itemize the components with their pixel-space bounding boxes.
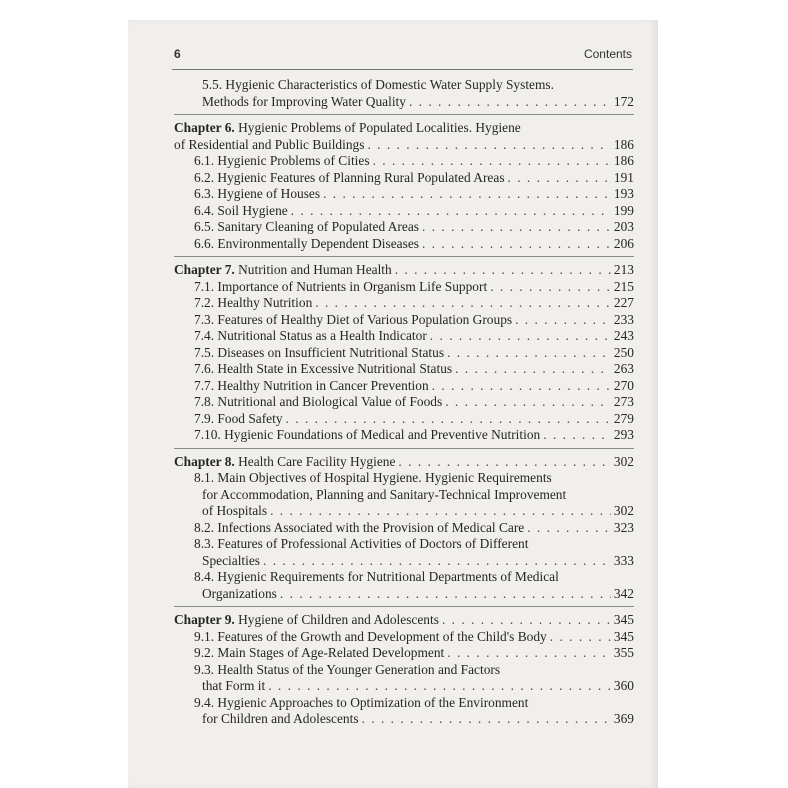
entry-text: 7.9. Food Safety	[194, 410, 283, 426]
entry-text: for Children and Adolescents	[202, 711, 359, 726]
toc-chapter-entry[interactable]	[174, 262, 634, 279]
toc-chapter-entry[interactable]	[174, 612, 634, 629]
toc-entry-title	[174, 137, 364, 154]
toc-entry-title	[202, 487, 566, 502]
toc-page-number: 263	[613, 361, 634, 376]
toc-page-number: 302	[613, 503, 634, 518]
toc-entry-title	[194, 279, 487, 296]
toc-page-number: 186	[613, 136, 634, 152]
entry-text: 7.7. Healthy Nutrition in Cancer Prevention	[194, 377, 429, 393]
toc-page-number: 193	[613, 186, 634, 201]
toc-chapter-entry[interactable]	[174, 454, 634, 471]
toc-entry-title	[194, 645, 444, 662]
entry-text: 9.3. Health Status of the Younger Generation and Factors	[194, 661, 501, 677]
toc-entry-title	[194, 470, 552, 485]
toc-entry-title	[202, 94, 406, 111]
dot-leader	[447, 345, 611, 362]
dot-leader	[422, 236, 611, 253]
toc-entry[interactable]	[174, 279, 634, 296]
toc-entry-title	[202, 586, 277, 603]
toc-page-number: 355	[613, 645, 634, 660]
dot-leader	[268, 678, 611, 695]
dot-leader	[447, 645, 611, 662]
dot-leader	[270, 503, 611, 520]
toc-page-number: 302	[613, 453, 634, 469]
toc-entry[interactable]	[174, 586, 634, 603]
entry-text: of Hospitals	[202, 503, 268, 518]
entry-text: 6.6. Environmentally Dependent Diseases	[194, 235, 419, 251]
running-title: Contents	[583, 47, 632, 61]
toc-entry[interactable]	[174, 520, 634, 537]
toc-page-number: 333	[613, 552, 634, 568]
dot-leader	[367, 137, 610, 154]
toc-entry-title	[194, 219, 419, 236]
toc-entry[interactable]	[174, 411, 634, 428]
toc-entry-title	[174, 262, 392, 279]
toc-page-number: 360	[613, 678, 634, 693]
dot-leader	[362, 711, 611, 728]
dot-leader	[286, 411, 611, 428]
dot-leader	[280, 586, 611, 603]
page-number: 6	[174, 47, 181, 61]
toc-entry[interactable]	[174, 662, 634, 679]
entry-text: 7.6. Health State in Excessive Nutritional Status	[194, 361, 453, 376]
entry-text: 7.4. Nutritional Status as a Health Indicator	[194, 328, 427, 343]
entry-text: 8.3. Features of Professional Activities of Doctors of Different	[194, 536, 529, 551]
toc-entry[interactable]	[174, 470, 634, 487]
toc-entry[interactable]	[174, 378, 634, 395]
toc-entry[interactable]	[174, 295, 634, 312]
dot-leader	[515, 312, 611, 329]
dot-leader	[409, 94, 611, 111]
entry-text: 6.3. Hygiene of Houses	[194, 186, 321, 201]
entry-text: Specialties	[202, 552, 261, 568]
toc-page-number: 279	[613, 410, 634, 426]
toc-entry-title	[202, 77, 554, 92]
toc-page-number: 243	[613, 328, 634, 343]
toc-block	[174, 454, 634, 603]
entry-text: 7.5. Diseases on Insufficient Nutritional Status	[194, 344, 445, 360]
toc-entry-title	[194, 312, 512, 329]
toc-page-number: 345	[613, 612, 634, 627]
toc-page-number: 199	[613, 202, 634, 218]
toc-entry[interactable]	[174, 427, 634, 444]
toc-page-number: 227	[613, 295, 634, 310]
toc-entry-title	[194, 328, 427, 345]
toc-page-number: 345	[613, 628, 634, 644]
toc-entry[interactable]	[174, 695, 634, 712]
entry-text: 9.1. Features of the Growth and Development of the Child's Body	[194, 628, 547, 644]
toc-entry-title	[202, 503, 267, 520]
toc-page-number: 203	[613, 219, 634, 234]
toc-page-number: 206	[613, 235, 634, 251]
toc-entry-title	[174, 120, 521, 135]
chapter-divider	[174, 114, 634, 115]
toc-entry[interactable]	[174, 186, 634, 203]
toc-entry-title	[194, 629, 547, 646]
toc-entry[interactable]	[174, 361, 634, 378]
dot-leader	[373, 153, 611, 170]
toc-page-number: 215	[613, 278, 634, 294]
entry-text: 7.3. Features of Healthy Diet of Various Population Groups	[194, 311, 513, 327]
toc-entry[interactable]	[174, 678, 634, 695]
toc-page-number: 191	[613, 169, 634, 185]
page-header	[128, 47, 658, 65]
toc-entry-title	[174, 612, 439, 629]
toc-entry-title	[194, 695, 528, 710]
dot-leader	[442, 612, 611, 629]
entry-text: Hygienic Problems of Populated Localities. Hygiene	[238, 120, 521, 135]
toc-entry-title	[194, 203, 288, 220]
toc-entry-title	[202, 553, 260, 570]
entry-text: 6.2. Hygienic Features of Planning Rural Populated Areas	[194, 169, 505, 185]
toc-entry-title	[194, 411, 283, 428]
chapter-label: Chapter 6.	[174, 120, 235, 135]
dot-leader	[527, 520, 611, 537]
dot-leader	[455, 361, 611, 378]
entry-text: 5.5. Hygienic Characteristics of Domestic Water Supply Systems.	[202, 77, 554, 92]
toc-page-number: 293	[613, 427, 634, 442]
dot-leader	[430, 328, 611, 345]
toc-entry[interactable]	[174, 645, 634, 662]
entry-text: Organizations	[202, 585, 277, 601]
chapter-divider	[174, 448, 634, 449]
toc-page-number: 342	[613, 585, 634, 601]
entry-text: 8.2. Infections Associated with the Provision of Medical Care	[194, 519, 525, 535]
toc-entry[interactable]	[174, 77, 634, 94]
chapter-divider	[174, 256, 634, 257]
entry-text: 9.2. Main Stages of Age-Related Development	[194, 645, 445, 660]
dot-leader	[422, 219, 611, 236]
toc-entry[interactable]	[174, 503, 634, 520]
toc-entry-title	[202, 678, 265, 695]
dot-leader	[490, 279, 611, 296]
toc-entry-title	[194, 186, 320, 203]
toc-block	[174, 612, 634, 728]
dot-leader	[550, 629, 611, 646]
toc-page-number: 186	[613, 153, 634, 168]
chapter-divider	[174, 606, 634, 607]
chapter-label: Chapter 9.	[174, 612, 235, 627]
entry-text: 7.8. Nutritional and Biological Value of Foods	[194, 394, 443, 409]
toc-entry-title	[194, 345, 444, 362]
toc-entry-title	[194, 662, 500, 677]
toc-entry-title	[194, 536, 528, 551]
dot-leader	[323, 186, 611, 203]
entry-text: 7.2. Healthy Nutrition	[194, 295, 313, 310]
dot-leader	[291, 203, 611, 220]
entry-text: 6.1. Hygienic Problems of Cities	[194, 153, 370, 168]
toc-entry[interactable]	[174, 170, 634, 187]
toc-page-number: 213	[613, 262, 634, 277]
toc-entry[interactable]	[174, 487, 634, 504]
entry-text: 7.1. Importance of Nutrients in Organism Life Support	[194, 278, 488, 294]
dot-leader	[508, 170, 611, 187]
toc-block	[174, 262, 634, 444]
toc-entry-title	[194, 153, 370, 170]
toc-entry[interactable]	[174, 153, 634, 170]
dot-leader	[263, 553, 611, 570]
toc-entry[interactable]	[174, 94, 634, 111]
toc-entry-title	[194, 427, 540, 444]
toc-page-number: 369	[613, 711, 634, 726]
chapter-label: Chapter 8.	[174, 453, 235, 469]
toc-entry-title	[202, 711, 359, 728]
entry-text: Hygiene of Children and Adolescents	[238, 612, 439, 627]
toc-page-number: 273	[613, 394, 634, 409]
entry-text: of Residential and Public Buildings	[174, 136, 365, 152]
toc-entry-title	[194, 361, 452, 378]
toc-entry[interactable]	[174, 203, 634, 220]
toc-entry[interactable]	[174, 345, 634, 362]
entry-text: 6.5. Sanitary Cleaning of Populated Areas	[194, 219, 419, 234]
book-page	[128, 20, 658, 788]
toc-page-number: 270	[613, 377, 634, 393]
toc-entry[interactable]	[174, 536, 634, 553]
toc-entry-title	[194, 569, 559, 584]
toc-entry[interactable]	[174, 328, 634, 345]
dot-leader	[398, 454, 610, 471]
toc-entry-title	[194, 170, 505, 187]
entry-text: Health Care Facility Hygiene	[238, 453, 396, 469]
toc-page-number: 323	[613, 519, 634, 535]
toc-page-number: 233	[613, 311, 634, 327]
entry-text: 6.4. Soil Hygiene	[194, 202, 288, 218]
toc-entry-title	[194, 520, 524, 537]
toc-entry[interactable]	[174, 236, 634, 253]
dot-leader	[543, 427, 611, 444]
dot-leader	[445, 394, 611, 411]
entry-text: 7.10. Hygienic Foundations of Medical and Preventive Nutrition	[194, 427, 541, 442]
toc-entry[interactable]	[174, 569, 634, 586]
toc-entry[interactable]	[174, 711, 634, 728]
dot-leader	[315, 295, 611, 312]
header-rule	[172, 69, 633, 70]
toc-entry-title	[194, 295, 312, 312]
toc-entry[interactable]	[174, 312, 634, 329]
chapter-label: Chapter 7.	[174, 262, 235, 277]
toc-entry-title	[194, 394, 442, 411]
entry-text: 8.4. Hygienic Requirements for Nutritional Departments of Medical	[194, 569, 559, 584]
toc-entry-title	[194, 378, 429, 395]
entry-text: for Accommodation, Planning and Sanitary-Technical Improvement	[202, 486, 567, 502]
table-of-contents	[174, 77, 634, 728]
toc-entry-title	[174, 454, 395, 471]
toc-entry[interactable]	[174, 629, 634, 646]
toc-entry-title	[194, 236, 419, 253]
toc-entry[interactable]	[174, 394, 634, 411]
toc-entry[interactable]	[174, 219, 634, 236]
entry-text: Methods for Improving Water Quality	[202, 93, 406, 109]
entry-text: 9.4. Hygienic Approaches to Optimization of the Environment	[194, 694, 529, 710]
toc-block	[174, 77, 634, 110]
toc-page-number: 172	[613, 93, 634, 109]
entry-text: Nutrition and Human Health	[238, 262, 392, 277]
toc-page-number: 250	[613, 344, 634, 360]
toc-entry[interactable]	[174, 553, 634, 570]
dot-leader	[432, 378, 611, 395]
toc-chapter-entry[interactable]	[174, 120, 634, 137]
entry-text: that Form it	[202, 678, 266, 693]
toc-entry[interactable]	[174, 137, 634, 154]
toc-block	[174, 120, 634, 252]
entry-text: 8.1. Main Objectives of Hospital Hygiene. Hygienic Requirements	[194, 470, 552, 485]
dot-leader	[395, 262, 611, 279]
